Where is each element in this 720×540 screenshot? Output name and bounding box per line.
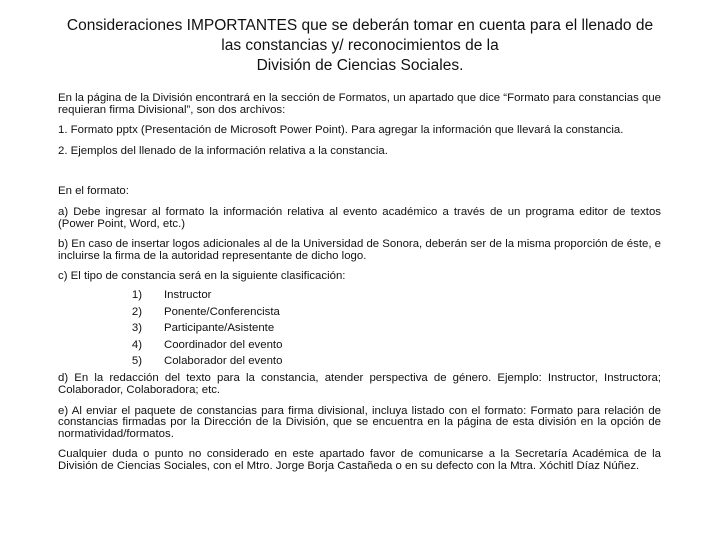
title-line-3: División de Ciencias Sociales. xyxy=(256,57,464,74)
list-item-label: Participante/Asistente xyxy=(164,322,275,335)
list-item-number: 5) xyxy=(131,355,142,368)
list-item xyxy=(58,320,661,337)
list-item-number: 4) xyxy=(131,338,142,351)
format-heading: En el formato: xyxy=(58,185,129,198)
format-item-c: c) El tipo de constancia será en la siguiente clasificación: xyxy=(58,270,346,283)
intro-item-1: 1. Formato pptx (Presentación de Microsoft Power Point). Para agregar la información que llevará la constancia. xyxy=(58,124,624,137)
title-line-2: las constancias y/ reconocimientos de la xyxy=(221,37,499,54)
intro-item-2: 2. Ejemplos del llenado de la información relativa a la constancia. xyxy=(58,144,388,157)
document-title xyxy=(20,16,700,76)
list-item-label: Colaborador del evento xyxy=(164,355,283,368)
constancy-type-list xyxy=(58,287,661,370)
list-item-label: Ponente/Conferencista xyxy=(164,305,280,318)
format-item-b: b) En caso de insertar logos adicionales al de la Universidad de Sonora, deberán ser de la misma proporción de éste, e incluirse la firma de la autoridad representante de dicho logo. xyxy=(58,238,661,262)
format-item-d: d) En la redacción del texto para la constancia, atender perspectiva de género. Ejemplo: Instructor, Instructora; Colaborador, Colaboradora; etc. xyxy=(58,372,661,396)
list-item-number: 2) xyxy=(131,305,142,318)
list-item-number: 3) xyxy=(131,322,142,335)
list-item xyxy=(58,337,661,354)
list-item xyxy=(58,304,661,321)
intro-paragraph: En la página de la División encontrará en la sección de Formatos, un apartado que dice “Formato para constancias que requieran firma Divisional”, son dos archivos: xyxy=(58,92,661,116)
format-item-a: a) Debe ingresar al formato la información relativa al evento académico a través de un programa editor de textos (Power Point, Word, etc.) xyxy=(58,205,661,230)
list-item xyxy=(58,353,661,370)
closing-note: Cualquier duda o punto no considerado en este apartado favor de comunicarse a la Secretaría Académica de la División de Ciencias Sociales, con el Mtro. Jorge Borja Castañeda o en su defecto con la Mtra. Xóchitl Díaz Núñez. xyxy=(58,448,661,472)
list-item-label: Instructor xyxy=(164,289,212,302)
document-body xyxy=(58,93,661,472)
list-item-label: Coordinador del evento xyxy=(164,338,283,351)
list-item-number: 1) xyxy=(131,289,142,302)
list-item xyxy=(58,287,661,304)
format-item-e: e) Al enviar el paquete de constancias para firma divisional, incluya listado con el formato: Formato para relación de constancias firmadas por la Dirección de la División, que se encuentra en la página de esta división en la opción de normatividad/formatos. xyxy=(58,404,661,440)
title-line-1: Consideraciones IMPORTANTES que se deberán tomar en cuenta para el llenado de xyxy=(66,17,654,34)
